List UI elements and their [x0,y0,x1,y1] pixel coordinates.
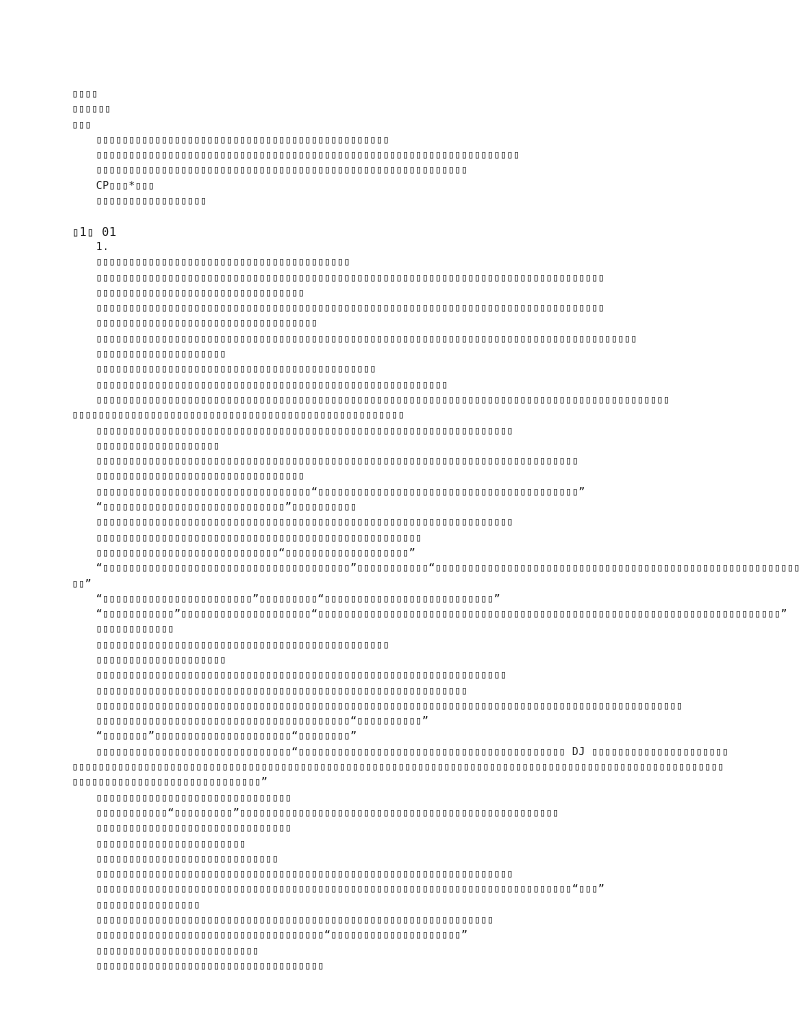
body-line: ▯▯▯▯▯▯▯▯▯▯▯▯▯▯▯▯▯▯▯▯▯▯▯▯▯ [96,944,260,957]
body-line: “▯▯▯▯▯▯▯▯▯▯▯”▯▯▯▯▯▯▯▯▯▯▯▯▯▯▯▯▯▯▯▯“▯▯▯▯▯▯▯▯▯▯▯▯▯▯▯▯▯▯▯▯▯▯▯▯▯▯▯▯▯▯▯▯▯▯▯▯▯▯▯▯▯▯▯▯▯▯▯▯▯▯▯▯▯▯▯▯▯▯▯▯▯▯▯▯▯▯▯▯▯▯▯” [96,608,788,621]
body-line: ▯▯▯▯▯▯▯▯▯▯▯▯▯▯▯▯▯▯▯▯▯▯▯▯▯▯▯▯▯▯▯▯▯▯▯▯▯▯▯▯▯▯▯▯▯▯▯▯▯▯▯▯▯▯▯▯▯▯▯▯▯▯▯▯ [96,868,514,881]
header-line: ▯▯▯▯▯▯ [72,103,112,116]
chapter-heading: ▯1▯ 01 [72,224,117,239]
body-line: ▯▯▯▯▯▯▯▯▯▯▯▯▯▯▯▯▯▯▯▯▯▯▯▯▯▯▯▯▯▯▯▯▯▯▯▯▯▯▯▯▯▯▯▯▯▯▯▯▯▯▯▯▯▯▯▯▯▯▯▯▯▯▯▯▯▯▯▯▯▯▯▯▯▯▯▯▯▯▯▯▯▯▯▯▯▯▯▯ [96,393,670,406]
body-line: ▯▯▯▯▯▯▯▯▯▯▯▯ [96,623,175,636]
body-line: ▯▯▯▯▯▯▯▯▯▯▯▯▯▯▯▯▯▯▯▯▯▯▯▯▯▯▯▯ [96,852,279,865]
intro-block [72,133,712,209]
body-line: ▯▯▯▯▯▯▯▯▯▯▯▯▯▯▯▯▯▯▯▯▯▯▯▯▯▯▯▯▯▯▯▯▯▯▯▯▯▯▯▯▯▯▯▯▯▯▯▯▯▯▯▯▯▯▯▯▯ [96,684,468,697]
body-line: ▯▯▯▯▯▯▯▯▯▯▯▯▯▯▯▯▯▯▯▯▯▯▯ [96,837,246,850]
body-line: ▯▯▯▯▯▯▯▯▯▯▯▯▯▯▯▯▯▯▯▯▯▯▯▯▯▯▯▯▯▯▯▯▯▯▯▯▯▯▯▯▯▯▯▯▯ [96,638,390,651]
blank-line [72,209,712,224]
section-number: 1. [96,240,110,253]
body-line: ▯▯▯▯▯▯▯▯▯▯▯▯▯▯▯▯▯▯▯▯▯▯▯▯▯▯▯▯▯▯▯▯▯▯▯▯▯▯▯▯▯▯▯▯▯▯▯▯▯▯ [96,531,423,544]
body-line: ▯▯▯▯▯▯▯▯▯▯▯▯▯▯▯▯▯▯▯▯▯▯▯▯▯▯▯▯▯” [72,776,268,789]
intro-line: ▯▯▯▯▯▯▯▯▯▯▯▯▯▯▯▯▯ [96,195,207,208]
body-line: ▯▯▯▯▯▯▯▯▯▯▯▯▯▯▯▯▯▯▯▯▯▯▯▯▯▯▯▯▯▯▯▯▯▯▯▯▯▯▯▯▯▯▯▯▯▯▯▯▯▯▯▯▯▯▯▯▯▯▯▯▯ [96,914,494,927]
body-line: ▯▯▯▯▯▯▯▯▯▯▯▯▯▯▯▯▯▯▯▯▯▯▯▯▯▯▯▯▯▯▯▯▯▯▯▯▯▯▯▯▯▯▯▯▯▯▯▯▯▯▯▯▯▯▯▯▯▯▯▯▯▯▯▯▯▯▯▯▯▯▯▯▯“▯▯▯” [96,883,605,896]
body-line: ▯▯▯▯▯▯▯▯▯▯▯▯▯▯▯▯▯▯▯▯ [96,348,227,361]
body-line: ▯▯▯▯▯▯▯▯▯▯▯▯▯▯▯▯▯▯▯▯▯▯▯▯▯▯▯▯▯▯▯▯▯▯▯▯▯▯▯▯▯▯▯▯▯▯▯▯▯▯▯▯▯▯▯▯▯▯▯▯▯▯▯▯ [96,424,514,437]
body-line: ▯▯▯▯▯▯▯▯▯▯▯▯▯▯▯▯▯▯▯ [96,439,220,452]
body-line: ▯▯▯▯▯▯▯▯▯▯▯▯▯▯▯▯▯▯▯▯▯▯▯▯▯▯▯▯▯▯▯▯▯▯▯▯▯▯▯▯▯▯▯▯▯▯▯▯▯▯▯ [72,409,405,422]
intro-line: CP▯▯▯*▯▯▯ [96,179,155,192]
body-line: ▯▯▯▯▯▯▯▯▯▯▯▯▯▯▯▯▯▯▯▯▯▯▯▯▯▯▯▯▯▯▯▯▯▯▯▯▯▯▯▯▯▯▯▯▯▯▯▯▯▯▯▯▯▯▯▯▯▯▯▯▯▯▯▯▯▯▯▯▯▯▯▯▯▯▯▯▯▯▯▯▯▯▯ [96,332,638,345]
body-line: ▯▯▯▯▯▯▯▯▯▯▯“▯▯▯▯▯▯▯▯▯”▯▯▯▯▯▯▯▯▯▯▯▯▯▯▯▯▯▯▯▯▯▯▯▯▯▯▯▯▯▯▯▯▯▯▯▯▯▯▯▯▯▯▯▯▯▯▯▯▯ [96,806,560,819]
body-line: ▯▯▯▯▯▯▯▯▯▯▯▯▯▯▯▯▯▯▯▯▯▯▯▯▯▯▯▯▯▯ [96,822,292,835]
document-page [72,87,800,974]
body-line: ▯▯▯▯▯▯▯▯▯▯▯▯▯▯▯▯▯▯▯▯▯▯▯▯▯▯▯▯▯▯▯▯▯▯▯▯▯▯▯▯▯▯▯▯▯▯▯▯▯▯▯▯▯▯▯▯▯▯▯▯▯▯▯▯▯▯▯▯▯▯▯▯▯▯▯▯▯▯ [96,302,605,315]
body-line: ▯▯▯▯▯▯▯▯▯▯▯▯▯▯▯▯▯▯▯▯▯▯▯▯▯▯▯▯▯▯▯▯▯▯▯▯▯▯▯ [96,256,351,269]
body-line: “▯▯▯▯▯▯▯▯▯▯▯▯▯▯▯▯▯▯▯▯▯▯▯▯▯▯▯▯”▯▯▯▯▯▯▯▯▯▯ [96,501,357,514]
body-line: ▯▯▯▯▯▯▯▯▯▯▯▯▯▯▯▯▯▯▯▯▯▯▯▯▯▯▯▯▯▯▯▯▯▯▯▯▯▯▯▯▯▯▯▯▯▯▯▯▯▯▯▯▯▯▯▯▯▯▯▯▯▯▯▯▯▯▯▯▯▯▯▯▯▯▯▯▯▯ [96,271,605,284]
body-line: ▯▯▯▯▯▯▯▯▯▯▯▯▯▯▯▯▯▯▯▯ [96,653,227,666]
header-line: ▯▯▯ [72,118,92,131]
intro-line: ▯▯▯▯▯▯▯▯▯▯▯▯▯▯▯▯▯▯▯▯▯▯▯▯▯▯▯▯▯▯▯▯▯▯▯▯▯▯▯▯▯▯▯▯▯ [96,133,390,146]
body-line: “▯▯▯▯▯▯▯▯▯▯▯▯▯▯▯▯▯▯▯▯▯▯▯▯▯▯▯▯▯▯▯▯▯▯▯▯▯▯”▯▯▯▯▯▯▯▯▯▯▯“▯▯▯▯▯▯▯▯▯▯▯▯▯▯▯▯▯▯▯▯▯▯▯▯▯▯▯▯▯▯▯▯▯▯▯▯▯▯▯▯▯▯▯▯▯▯▯▯▯▯▯▯▯▯▯▯ [96,562,800,575]
body-line: ▯▯▯▯▯▯▯▯▯▯▯▯▯▯▯▯▯▯▯▯▯▯▯▯▯▯▯▯▯▯▯▯▯▯▯▯▯▯▯“▯▯▯▯▯▯▯▯▯▯” [96,715,429,728]
body-line: ▯▯▯▯▯▯▯▯▯▯▯▯▯▯▯▯▯▯▯▯▯▯▯▯▯▯▯▯▯▯ [96,791,292,804]
body-line: ▯▯▯▯▯▯▯▯▯▯▯▯▯▯▯▯▯▯▯▯▯▯▯▯▯▯▯▯▯▯▯▯▯▯▯“▯▯▯▯▯▯▯▯▯▯▯▯▯▯▯▯▯▯▯▯” [96,929,468,942]
document-header [72,87,712,133]
body-line: “▯▯▯▯▯▯▯”▯▯▯▯▯▯▯▯▯▯▯▯▯▯▯▯▯▯▯▯▯“▯▯▯▯▯▯▯▯” [96,730,357,743]
body-text [72,255,800,974]
body-line: ▯▯▯▯▯▯▯▯▯▯▯▯▯▯▯▯▯▯▯▯▯▯▯▯▯▯▯▯▯▯▯▯ [96,286,305,299]
body-line: “▯▯▯▯▯▯▯▯▯▯▯▯▯▯▯▯▯▯▯▯▯▯▯”▯▯▯▯▯▯▯▯▯“▯▯▯▯▯▯▯▯▯▯▯▯▯▯▯▯▯▯▯▯▯▯▯▯▯▯” [96,592,501,605]
body-line: ▯▯▯▯▯▯▯▯▯▯▯▯▯▯▯▯▯▯▯▯▯▯▯▯▯▯▯▯▯▯▯▯▯▯▯▯▯▯▯▯▯▯▯▯▯▯▯▯▯▯▯▯▯▯▯▯▯▯▯▯▯▯▯ [96,669,507,682]
header-line: ▯▯▯▯ [72,88,99,100]
body-line: ▯▯▯▯▯▯▯▯▯▯▯▯▯▯▯▯▯▯▯▯▯▯▯▯▯▯▯▯▯▯▯▯▯▯▯▯▯▯▯▯▯▯▯▯▯▯▯▯▯▯▯▯▯▯▯▯▯▯▯▯▯▯▯▯▯▯▯▯▯▯▯▯▯▯▯▯▯▯▯▯▯▯▯▯▯▯▯▯▯▯▯▯▯▯▯▯▯▯▯▯ [72,761,725,774]
body-line: ▯▯▯▯▯▯▯▯▯▯▯▯▯▯▯▯▯▯▯▯▯▯▯▯▯▯▯▯▯▯▯▯▯▯▯▯▯▯▯▯▯▯▯▯▯▯▯▯▯▯▯▯▯▯ [96,378,449,391]
body-line: ▯▯▯▯▯▯▯▯▯▯▯▯▯▯▯▯ [96,898,201,911]
body-line: ▯▯▯▯▯▯▯▯▯▯▯▯▯▯▯▯▯▯▯▯▯▯▯▯▯▯▯▯▯▯“▯▯▯▯▯▯▯▯▯▯▯▯▯▯▯▯▯▯▯▯▯▯▯▯▯▯▯▯▯▯▯▯▯▯▯▯▯▯▯▯▯ DJ ▯▯▯▯▯▯▯▯▯▯▯▯▯▯▯▯▯▯▯▯▯ [96,745,729,758]
body-line: ▯▯” [72,577,92,590]
body-line: ▯▯▯▯▯▯▯▯▯▯▯▯▯▯▯▯▯▯▯▯▯▯▯▯▯▯▯▯▯▯▯▯ [96,470,305,483]
body-line: ▯▯▯▯▯▯▯▯▯▯▯▯▯▯▯▯▯▯▯▯▯▯▯▯▯▯▯▯▯▯▯▯▯▯▯▯▯▯▯▯▯▯▯▯▯▯▯▯▯▯▯▯▯▯▯▯▯▯▯▯▯▯▯▯▯▯▯▯▯▯▯▯▯▯▯▯▯▯▯▯▯▯▯▯▯▯▯▯▯▯ [96,699,683,712]
intro-line: ▯▯▯▯▯▯▯▯▯▯▯▯▯▯▯▯▯▯▯▯▯▯▯▯▯▯▯▯▯▯▯▯▯▯▯▯▯▯▯▯▯▯▯▯▯▯▯▯▯▯▯▯▯▯▯▯▯ [96,164,468,177]
body-line: ▯▯▯▯▯▯▯▯▯▯▯▯▯▯▯▯▯▯▯▯▯▯▯▯▯▯▯▯▯▯▯▯▯“▯▯▯▯▯▯▯▯▯▯▯▯▯▯▯▯▯▯▯▯▯▯▯▯▯▯▯▯▯▯▯▯▯▯▯▯▯▯▯▯” [96,485,586,498]
body-line: ▯▯▯▯▯▯▯▯▯▯▯▯▯▯▯▯▯▯▯▯▯▯▯▯▯▯▯▯▯▯▯▯▯▯▯ [96,959,325,972]
body-line: ▯▯▯▯▯▯▯▯▯▯▯▯▯▯▯▯▯▯▯▯▯▯▯▯▯▯▯▯▯▯▯▯▯▯▯▯▯▯▯▯▯▯▯▯▯▯▯▯▯▯▯▯▯▯▯▯▯▯▯▯▯▯▯▯▯▯▯▯▯▯▯▯▯▯ [96,455,579,468]
body-line: ▯▯▯▯▯▯▯▯▯▯▯▯▯▯▯▯▯▯▯▯▯▯▯▯▯▯▯▯▯▯▯▯▯▯▯▯▯▯▯▯▯▯▯▯▯▯▯▯▯▯▯▯▯▯▯▯▯▯▯▯▯▯▯▯ [96,516,514,529]
intro-line: ▯▯▯▯▯▯▯▯▯▯▯▯▯▯▯▯▯▯▯▯▯▯▯▯▯▯▯▯▯▯▯▯▯▯▯▯▯▯▯▯▯▯▯▯▯▯▯▯▯▯▯▯▯▯▯▯▯▯▯▯▯▯▯▯▯ [96,149,520,162]
body-line: ▯▯▯▯▯▯▯▯▯▯▯▯▯▯▯▯▯▯▯▯▯▯▯▯▯▯▯▯“▯▯▯▯▯▯▯▯▯▯▯▯▯▯▯▯▯▯▯” [96,546,416,559]
body-line: ▯▯▯▯▯▯▯▯▯▯▯▯▯▯▯▯▯▯▯▯▯▯▯▯▯▯▯▯▯▯▯▯▯▯▯▯▯▯▯▯▯▯▯ [96,363,377,376]
body-line: ▯▯▯▯▯▯▯▯▯▯▯▯▯▯▯▯▯▯▯▯▯▯▯▯▯▯▯▯▯▯▯▯▯▯ [96,317,318,330]
